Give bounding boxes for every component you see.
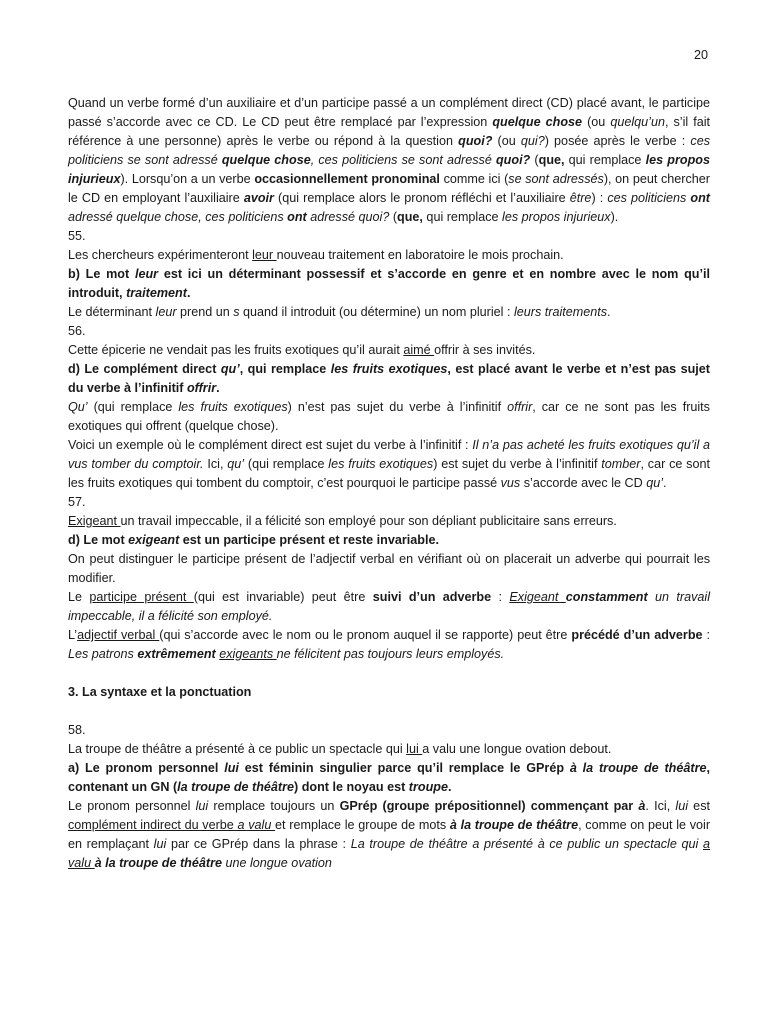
question-56-explanation: Qu’ (qui remplace les fruits exotiques) n’est pas sujet du verbe à l’infinitif offrir, car ce ne sont pas les fruits exotiques qui offrent (quelque chose). [68,400,710,433]
page-number: 20 [693,48,708,62]
question-57-explanation: On peut distinguer le participe présent de l’adjectif verbal en vérifiant où on placerait un adverbe qui pourrait les modifier. [68,552,710,585]
question-55-explanation: Le déterminant leur prend un s quand il introduit (ou détermine) un nom pluriel : leurs traitements. [68,305,611,319]
question-58-explanation: Le pronom personnel lui remplace toujours un GPrép (groupe prépositionnel) commençant par à. Ici, lui est complément indirect du verbe a valu et remplace le groupe de mots à la troupe de théâtre, comme on peut le voir en remplaçant lui par ce GPrép dans la phrase : La troupe de théâtre a présenté à ce public un spectacle qui a valu à la troupe de théâtre une longue ovation [68,799,711,870]
question-55-sentence: Les chercheurs expérimenteront leur nouveau traitement en laboratoire le mois prochain. [68,248,564,262]
question-55-answer: b) Le mot leur est ici un déterminant possessif et s’accorde en genre et en nombre avec le nom qu’il introduit, traitement. [68,267,710,300]
question-number-55: 55. [68,229,86,243]
question-56-example: Voici un exemple où le complément direct est sujet du verbe à l’infinitif : Il n’a pas acheté les fruits exotiques qu’il a vus tomber du comptoir. Ici, qu’ (qui remplace les fruits exotiques) est sujet du verbe à l’infinitif tomber, car ce sont les fruits exotiques qui tombent du comptoir, c’est pourquoi le participe passé vus s’accorde avec le CD qu’. [68,438,711,490]
question-57-answer: d) Le mot exigeant est un participe présent et reste invariable. [68,533,439,547]
question-57-verbal-adjective: L’adjectif verbal (qui s’accorde avec le nom ou le pronom auquel il se rapporte) peut être précédé d’un adverbe : Les patrons extrêmement exigeants ne félicitent pas toujours leurs employés. [68,628,711,661]
question-number-58: 58. [68,723,86,737]
document-body [68,94,710,873]
question-57-sentence: Exigeant un travail impeccable, il a félicité son employé pour son dépliant publicitaire sans erreurs. [68,514,617,528]
question-57-present-participle: Le participe présent (qui est invariable) peut être suivi d’un adverbe : Exigeant constamment un travail impeccable, il a félicité son employé. [68,590,711,623]
section-heading: 3. La syntaxe et la ponctuation [68,685,252,699]
question-58-answer: a) Le pronom personnel lui est féminin singulier parce qu’il remplace le GPrép à la troupe de théâtre, contenant un GN (la troupe de théâtre) dont le noyau est troupe. [68,761,710,794]
question-number-57: 57. [68,495,86,509]
question-58-sentence: La troupe de théâtre a présenté à ce public un spectacle qui lui a valu une longue ovation debout. [68,742,612,756]
intro-paragraph: Quand un verbe formé d’un auxiliaire et d’un participe passé a un complément direct (CD) placé avant, le participe passé s’accorde avec ce CD. Le CD peut être remplacé par l’expression quelque chose (ou quelqu’un, s’il fait référence à une personne) après le verbe ou répond à la question quoi? (ou qui?) posée après le verbe : ces politiciens se sont adressé quelque chose, ces politiciens se sont adressé quoi? (que, qui remplace les propos injurieux). Lorsqu’on a un verbe occasionnellement pronominal comme ici (se sont adressés), on peut chercher le CD en employant l’auxiliaire avoir (qui remplace alors le pronom réfléchi et l’auxiliaire être) : ces politiciens ont adressé quelque chose, ces politiciens ont adressé quoi? (que, qui remplace les propos injurieux). [68,96,711,224]
question-56-answer: d) Le complément direct qu’, qui remplace les fruits exotiques, est placé avant le verbe et n’est pas sujet du verbe à l’infinitif offrir. [68,362,711,395]
question-number-56: 56. [68,324,86,338]
spacer [68,702,710,721]
question-56-sentence: Cette épicerie ne vendait pas les fruits exotiques qu’il aurait aimé offrir à ses invités. [68,343,536,357]
